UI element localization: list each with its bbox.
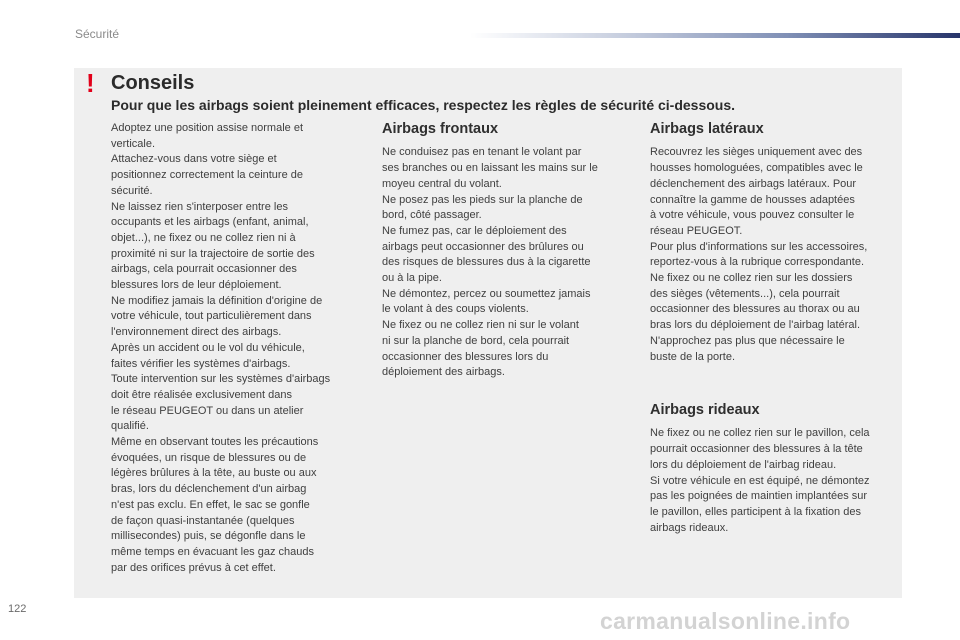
curtain-airbags-column bbox=[650, 402, 905, 536]
curtain-airbags-heading: Airbags rideaux bbox=[650, 402, 760, 418]
general-advice-text: Adoptez une position assise normale et verticale. Attachez-vous dans votre siège et positionnez correctement la ceinture de sécurité. Ne laissez rien s'interposer entre les occupants et les airbags (enfant, animal, objet...), ne fixez ou ne collez rien ni à proximité ni sur la trajectoire de sortie des airbags, cela pourrait occasionner des blessures lors de leur déploiement. Ne modifiez jamais la définition d'origine de votre véhicule, tout particulièrement dans l'environnement direct des airbags. Après un accident ou le vol du véhicule, faites vérifier les systèmes d'airbags. Toute intervention sur les systèmes d'airbags doit être réalisée exclusivement dans le réseau PEUGEOT ou dans un atelier qualifié. Même en observant toutes les précautions évoquées, un risque de blessures ou de légères brûlures à la tête, au buste ou aux bras, lors du déclenchement d'un airbag n'est pas exclu. En effet, le sac se gonfle de façon quasi-instantanée (quelques millisecondes) puis, se dégonfle dans le même temps en évacuant les gaz chauds par des orifices prévus à cet effet. bbox=[111, 122, 331, 574]
section-label: Sécurité bbox=[75, 27, 120, 41]
advice-subtitle: Pour que les airbags soient pleinement efficaces, respectez les règles de sécurité ci-dessous. bbox=[111, 97, 736, 113]
general-advice-column bbox=[111, 121, 361, 576]
curtain-airbags-text: Ne fixez ou ne collez rien sur le pavillon, cela pourrait occasionner des blessures à la tête lors du déploiement de l'airbag rideau. Si votre véhicule en est équipé, ne démontez pas les poignées de maintien implantées sur le pavillon, elles participent à la fixation des airbags rideaux. bbox=[650, 427, 870, 534]
page-number: 122 bbox=[8, 603, 27, 615]
lateral-airbags-column bbox=[650, 121, 905, 365]
lateral-airbags-heading: Airbags latéraux bbox=[650, 121, 764, 137]
header-gradient-bar bbox=[470, 33, 960, 38]
frontal-airbags-heading: Airbags frontaux bbox=[382, 121, 499, 137]
frontal-airbags-text: Ne conduisez pas en tenant le volant par ses branches ou en laissant les mains sur le moyeu central du volant. Ne posez pas les pieds sur la planche de bord, côté passager. Ne fumez pas, car le déploiement des airbags peut occasionner des brûlures ou des risques de blessures dus à la cigarette ou à la pipe. Ne démontez, percez ou soumettez jamais le volant à des coups violents. Ne fixez ou ne collez rien ni sur le volant ni sur la planche de bord, cela pourrait occasionner des blessures lors du déploiement des airbags. bbox=[382, 146, 598, 379]
lateral-airbags-text: Recouvrez les sièges uniquement avec des housses homologuées, compatibles avec le déclenchement des airbags latéraux. Pour connaître la gamme de housses adaptées à votre véhicule, vous pouvez consulter le réseau PEUGEOT. Pour plus d'informations sur les accessoires, reportez-vous à la rubrique correspondante. Ne fixez ou ne collez rien sur les dossiers des sièges (vêtements...), cela pourrait occasionner des blessures au thorax ou au bras lors du déploiement de l'airbag latéral. N'approchez pas plus que nécessaire le buste de la porte. bbox=[650, 146, 868, 363]
advice-title: Conseils bbox=[111, 72, 195, 94]
exclamation-icon: ! bbox=[86, 68, 95, 98]
watermark: carmanualsonline.info bbox=[600, 608, 851, 634]
frontal-airbags-column bbox=[382, 121, 632, 381]
